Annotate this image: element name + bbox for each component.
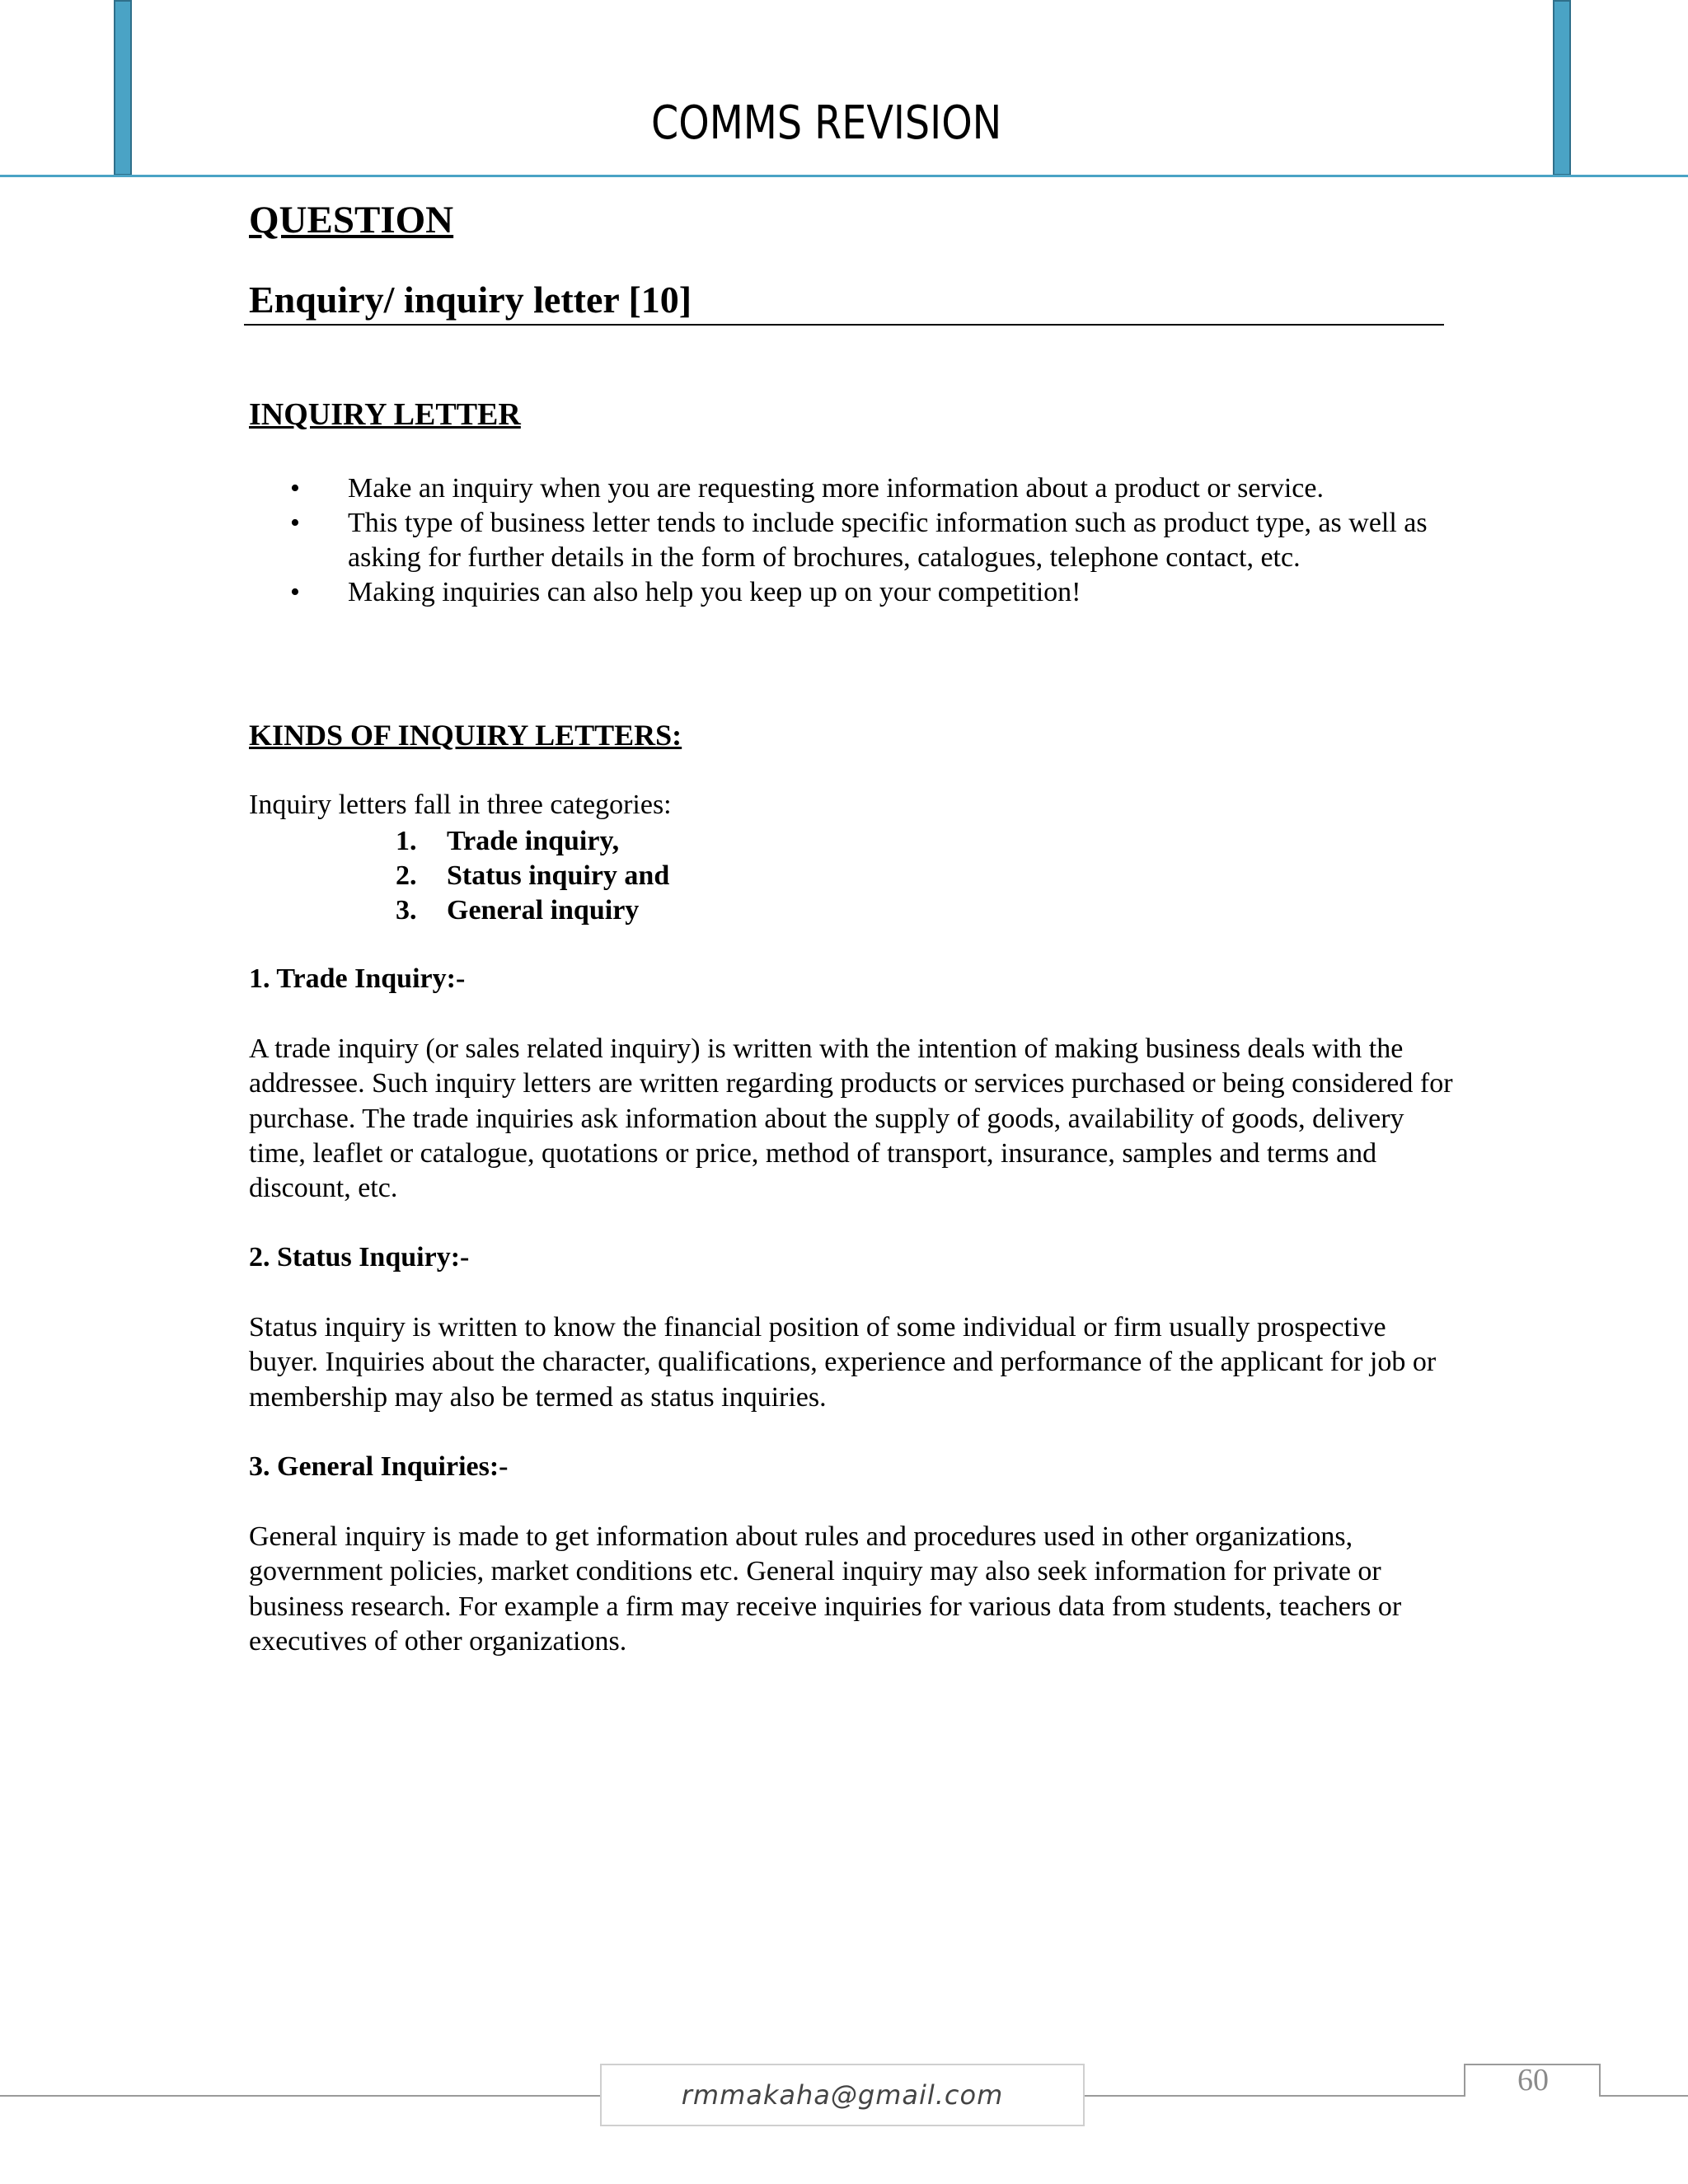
category-item xyxy=(396,859,669,893)
category-number: 3. xyxy=(396,895,417,926)
footer-rule-right xyxy=(1599,2095,1688,2097)
footer-rule-left xyxy=(0,2095,600,2097)
kinds-intro: Inquiry letters fall in three categories: xyxy=(249,790,672,820)
footer-email: rmmakaha@gmail.com xyxy=(600,2064,1085,2126)
header-left-bar xyxy=(114,0,132,176)
status-body: Status inquiry is written to know the financial position of some individual or firm usually prospective buyer. Inquiries about the character, qualifications, experience and performance of the applicant for job or membership may also be termed as status inquiries. xyxy=(249,1312,1437,1413)
header-right-bar xyxy=(1553,0,1571,176)
category-label: Trade inquiry, xyxy=(447,826,620,856)
categories-list xyxy=(396,824,669,928)
status-heading: 2. Status Inquiry:- xyxy=(249,1242,470,1272)
bullet-text: This type of business letter tends to include specific information such as product type, as well as asking for further details in the form of brochures, catalogues, telephone contact, etc. xyxy=(348,508,1428,573)
category-item xyxy=(396,824,669,859)
category-number: 1. xyxy=(396,826,417,856)
general-body: General inquiry is made to get information about rules and procedures used in other organizations, government policies, market conditions etc. General inquiry may also seek information for private or business research. For example a firm may receive inquiries for various data from students, teachers or executives of other organizations. xyxy=(249,1521,1402,1657)
header-rule xyxy=(0,175,1688,177)
bullet-item xyxy=(290,506,1461,575)
bullet-text: Make an inquiry when you are requesting more information about a product or service. xyxy=(348,473,1324,504)
footer-page-tab-left xyxy=(1464,2064,1465,2097)
bullet-icon: • xyxy=(290,508,300,538)
category-number: 2. xyxy=(396,860,417,891)
category-label: Status inquiry and xyxy=(447,860,670,891)
header-title: COMMS REVISION xyxy=(651,96,1002,150)
page-number: 60 xyxy=(1517,2063,1549,2097)
footer-page-tab-right xyxy=(1599,2064,1601,2097)
bullet-icon: • xyxy=(290,577,300,607)
inquiry-letter-bullets xyxy=(290,471,1461,610)
subject-title: Enquiry/ inquiry letter [10] xyxy=(249,279,692,321)
kinds-heading: KINDS OF INQUIRY LETTERS: xyxy=(249,719,682,752)
trade-heading: 1. Trade Inquiry:- xyxy=(249,963,466,994)
bullet-text: Making inquiries can also help you keep up on your competition! xyxy=(348,577,1081,607)
category-label: General inquiry xyxy=(447,895,640,926)
trade-body: A trade inquiry (or sales related inquiry) is written with the intention of making business deals with the addressee. Such inquiry letters are written regarding products or services purchased or being considered for purchase. The trade inquiries ask information about the supply of goods, availability of goods, delivery time, leaflet or catalogue, quotations or price, method of transport, insurance, samples and terms and discount, etc. xyxy=(249,1033,1453,1204)
inquiry-letter-heading: INQUIRY LETTER xyxy=(249,397,521,432)
bullet-item xyxy=(290,575,1461,610)
bullet-item xyxy=(290,471,1461,506)
category-item xyxy=(396,893,669,928)
footer-rule-middle xyxy=(1085,2095,1465,2097)
bullet-icon: • xyxy=(290,473,300,504)
question-label: QUESTION xyxy=(249,199,454,241)
general-heading: 3. General Inquiries:- xyxy=(249,1451,509,1482)
subject-rule xyxy=(244,324,1444,326)
